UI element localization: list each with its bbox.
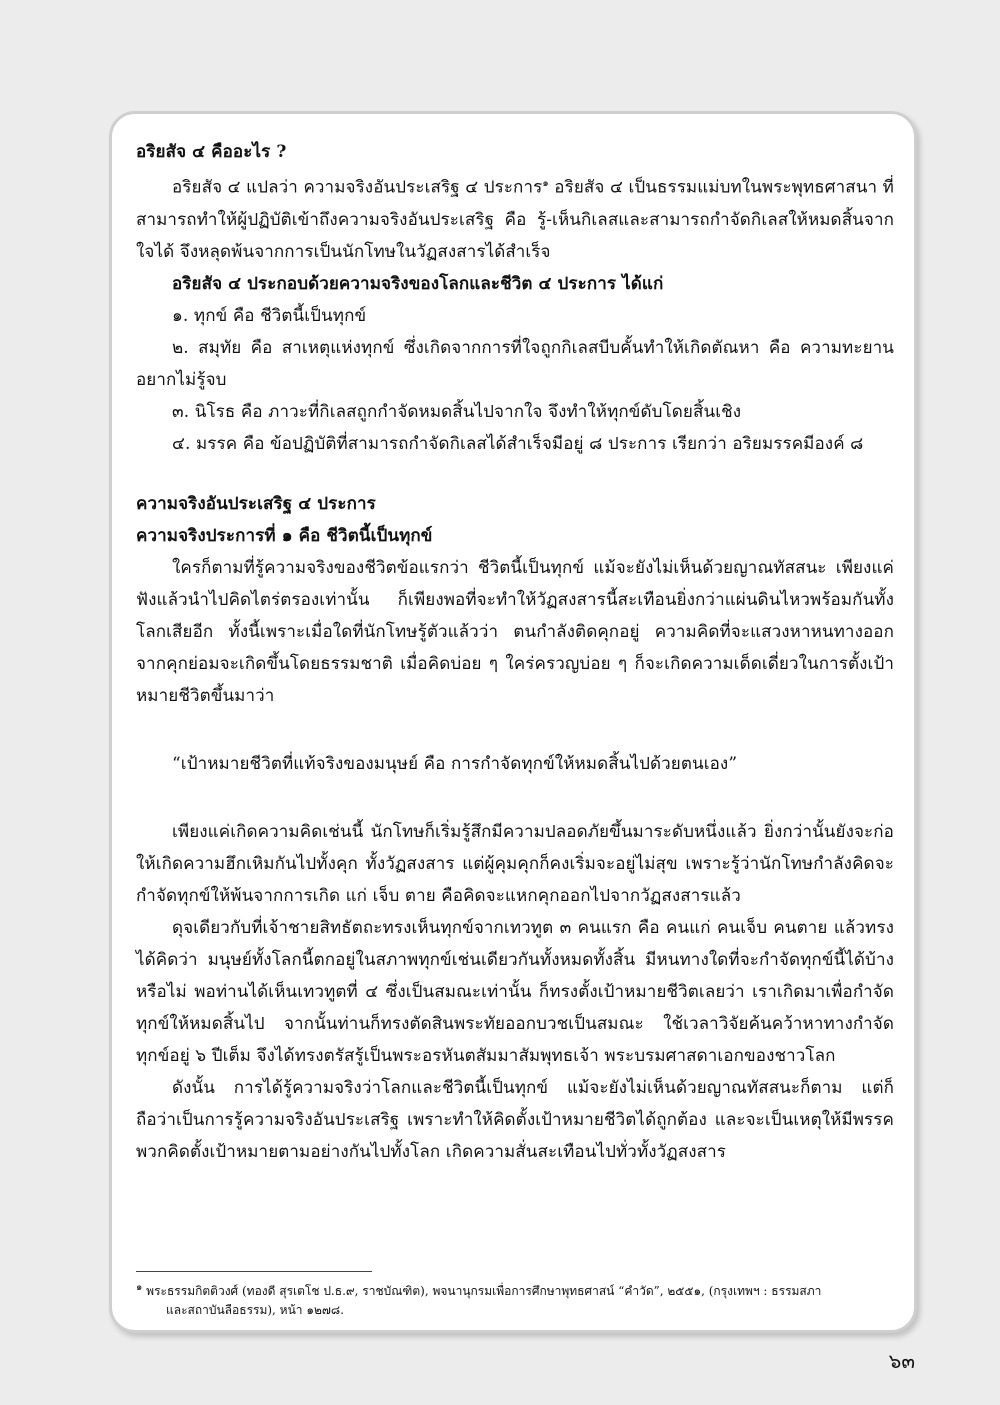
footnote-text-1: พระธรรมกิตติวงศ์ (ทองดี สุรเตโช ป.ธ.๙, ราชบัณฑิต), พจนานุกรมเพื่อการศึกษาพุทธศาสน์ “คำวัด”, ๒๕๕๑, (กรุงเทพฯ : ธรรมสภา [142, 1284, 822, 1298]
footnote-line-1 [136, 1278, 896, 1301]
quote: “เป้าหมายชีวิตที่แท้จริงของมนุษย์ คือ การกำจัดทุกข์ให้หมดสิ้นไปด้วยตนเอง” [172, 753, 738, 774]
footnote [136, 1278, 896, 1320]
paragraph-siddhartha: ดุจเดียวกับที่เจ้าชายสิทธัตถะทรงเห็นทุกข์จากเทวทูต ๓ คนแรก คือ คนแก่ คนเจ็บ คนตาย แล้วทรงได้คิดว่า มนุษย์ทั้งโลกนี้ตกอยู่ในสภาพทุกข์เช่นเดียวกันทั้งหมดทั้งสิ้น มีหนทางใดที่จะกำจัดทุกข์นี้ได้บ้างหรือไม่ พอท่านได้เห็นเทวทูตที่ ๔ ซึ่งเป็นสมณะเท่านั้น ก็ทรงตั้งเป้าหมายชีวิตเลยว่า เราเกิดมาเพื่อกำจัดทุกข์ให้หมดสิ้นไป จากนั้นท่านก็ทรงตัดสินพระทัยออกบวชเป็นสมณะ ใช้เวลาวิจัยค้นคว้าหาทางกำจัดทุกข์อยู่ ๖ ปีเต็ม จึงได้ทรงตรัสรู้เป็นพระอรหันตสัมมาสัมพุทธเจ้า พระบรมศาสดาเอกของชาวโลก [136, 917, 894, 1066]
list-item: ๒. สมุทัย คือ สาเหตุแห่งทุกข์ ซึ่งเกิดจากการที่ใจถูกกิเลสบีบคั้นทำให้เกิดตัณหา คือ ความทะยานอยากไม่รู้จบ [136, 337, 894, 390]
list-item: ๑. ทุกข์ คือ ชีวิตนี้เป็นทุกข์ [172, 305, 367, 326]
list-item: ๓. นิโรธ คือ ภาวะที่กิเลสถูกกำจัดหมดสิ้นไปจากใจ จึงทำให้ทุกข์ดับโดยสิ้นเชิง [172, 401, 742, 422]
list-item: ๔. มรรค คือ ข้อปฏิบัติที่สามารถกำจัดกิเลสได้สำเร็จมีอยู่ ๘ ประการ เรียกว่า อริยมรรคมีองค์ ๘ [172, 433, 864, 454]
paragraph-definition-a: อริยสัจ ๔ แปลว่า ความจริงอันประเสริฐ ๔ ประการ [172, 177, 543, 198]
paragraph-definition [136, 168, 894, 268]
paragraph-definition-b: อริยสัจ ๔ เป็นธรรมแม่บทในพระพุทธศาสนา ที่สามารถทำให้ผู้ปฏิบัติเข้าถึงความจริงอันประเสริฐ คือ รู้-เห็นกิเลสและสามารถกำจัดกิเลสให้หมดสิ้นจากใจได้ จึงหลุดพ้นจากการเป็นนักโทษในวัฏสงสารได้สำเร็จ [136, 177, 894, 262]
page-number: ๖๓ [888, 1349, 915, 1373]
heading-truths: ความจริงอันประเสริฐ ๔ ประการ [136, 493, 376, 514]
paragraph-first-truth: ใครก็ตามที่รู้ความจริงของชีวิตข้อแรกว่า ชีวิตนี้เป็นทุกข์ แม้จะยังไม่เห็นด้วยญาณทัสสนะ เพียงแค่ฟังแล้วนำไปคิดไตร่ตรองเท่านั้น ก็เพียงพอที่จะทำให้วัฏสงสารนี้สะเทือนยิ่งกว่าแผ่นดินไหวพร้อมกันทั้งโลกเสียอีก ทั้งนี้เพราะเมื่อใดที่นักโทษรู้ตัวแล้วว่า ตนกำลังติดคุกอยู่ ความคิดที่จะแสวงหาหนทางออกจากคุกย่อมจะเกิดขึ้นโดยธรรมชาติ เมื่อคิดบ่อย ๆ ใคร่ครวญบ่อย ๆ ก็จะเกิดความเด็ดเดี่ยวในการตั้งเป้าหมายชีวิตขึ้นมาว่า [136, 557, 895, 706]
footnote-line-2: และสถาบันลือธรรม), หน้า ๑๒๗๘. [166, 1303, 344, 1317]
paragraph-prisoner: เพียงแค่เกิดความคิดเช่นนี้ นักโทษก็เริ่มรู้สึกมีความปลอดภัยขึ้นมาระดับหนึ่งแล้ว ยิ่งกว่านั้นยังจะก่อให้เกิดความฮึกเหิมกันไปทั้งคุก ทั้งวัฏสงสาร แต่ผู้คุมคุกก็คงเริ่มจะอยู่ไม่สุข เพราะรู้ว่านักโทษกำลังคิดจะกำจัดทุกข์ให้พ้นจากการเกิด แก่ เจ็บ ตาย คือคิดจะแหกคุกออกไปจากวัฏสงสารแล้ว [136, 821, 894, 906]
paragraph-conclusion: ดังนั้น การได้รู้ความจริงว่าโลกและชีวิตนี้เป็นทุกข์ แม้จะยังไม่เห็นด้วยญาณทัสสนะก็ตาม แต่ก็ถือว่าเป็นการรู้ความจริงอันประเสริฐ เพราะทำให้คิดตั้งเป้าหมายชีวิตได้ถูกต้อง และจะเป็นเหตุให้มีพรรคพวกคิดตั้งเป้าหมายตามอย่างกันไปทั้งโลก เกิดความสั่นสะเทือนไปทั่วทั้งวัฏสงสาร [136, 1077, 894, 1162]
heading-question: อริยสัจ ๔ คืออะไร ? [136, 142, 287, 162]
footnote-ref: ๑ [542, 178, 549, 189]
heading-consist: อริยสัจ ๔ ประกอบด้วยความจริงของโลกและชีวิต ๔ ประการ ได้แก่ [172, 273, 664, 294]
heading-first-truth: ความจริงประการที่ ๑ คือ ชีวิตนี้เป็นทุกข์ [136, 525, 433, 546]
footnote-mark: ๑ [136, 1282, 143, 1293]
page-content [136, 136, 894, 1168]
footnote-divider [136, 1271, 372, 1272]
spacer [136, 460, 894, 488]
spacer [136, 712, 894, 748]
spacer [136, 780, 894, 816]
